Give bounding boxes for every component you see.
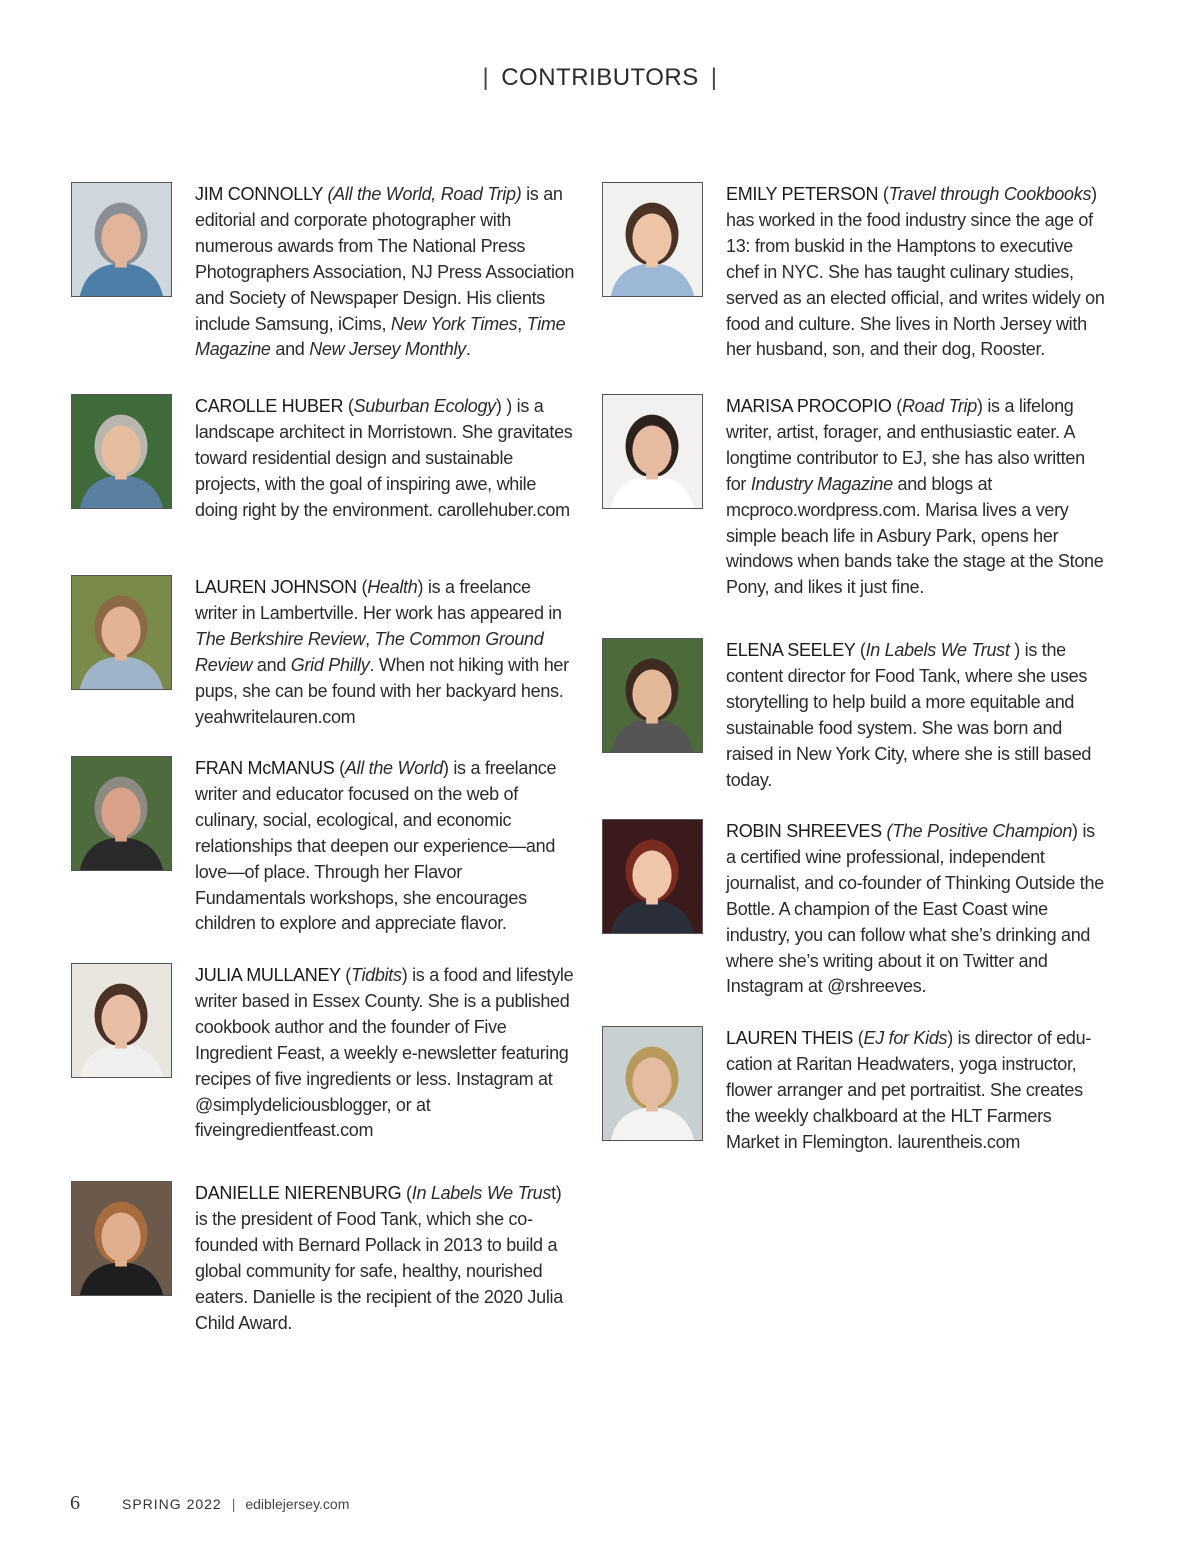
contributor-name: CAROLLE HUBER <box>195 396 344 416</box>
bio-text: and blogs at mcproco.wordpress.com. Marisa lives a very simple beach life in Asbury Park, opens her windows when bands take the stage at the Stone Pony, and likes it just fine. <box>726 473 1104 598</box>
contributor-name: MARISA PROCOPIO <box>726 396 892 416</box>
contributor-name: JULIA MULLANEY <box>195 965 341 985</box>
contributor-photo <box>602 638 703 753</box>
bio-text: is a freelance writer in Lambertville. Her work has appeared in <box>195 577 562 623</box>
publication-title: New Jersey Monthly <box>309 339 466 360</box>
contributor-name: LAUREN JOHNSON <box>195 577 357 597</box>
bio-text: , <box>517 313 527 334</box>
page-number: 6 <box>70 1492 80 1514</box>
contributor-photo <box>602 394 703 509</box>
contributor-photo <box>602 1026 703 1141</box>
publication-title: The Common Ground Review <box>195 628 544 675</box>
contributor-bio: CAROLLE HUBER (Suburban Ecology) ) is a landscape architect in Morristown. She gravitates toward residential design and sustainable projects, with the goal of inspiring awe, while doing right by the environment. carollehuber.com <box>195 396 573 520</box>
contributor-bio: MARISA PROCOPIO (Road Trip) is a lifelong writer, artist, forager, and enthusiastic eater. A longtime contributor to EJ, she has also written for Industry Magazine and blogs at mcproco.wordpress.com. Marisa lives a very simple beach life in Asbury Park, opens her windows when bands take the stage at the Stone Pony, and likes it just fine. <box>726 396 1104 598</box>
page-title: CONTRIBUTORS <box>501 64 699 91</box>
contributor-section: Suburban Ecology <box>353 396 496 416</box>
contributor-name: ROBIN SHREEVES <box>726 821 882 841</box>
contributor-section: All the World <box>344 758 443 778</box>
contributor-section: (All the World, Road Trip) <box>327 184 522 204</box>
contributor-bio: ELENA SEELEY (In Labels We Trust ) is the content director for Food Tank, where she uses storytelling to help build a more equitable and sustainable food system. She was born and raised in New York City, where she is still based today. <box>726 640 1092 790</box>
bio-text: and <box>252 654 291 675</box>
publication-title: Industry Magazine <box>750 473 893 494</box>
footer-separator: | <box>231 1496 236 1512</box>
contributor-photo <box>71 1181 172 1296</box>
contributor-bio: FRAN McMANUS (All the World) is a freelance writer and educator focused on the web of culinary, social, ecological, and economic relationships that deepen our experience—and love—of place. Through her Flavor Fundamentals workshops, she encourages children to explore and appreciate flavor. <box>195 758 557 934</box>
contributor-photo <box>602 819 703 934</box>
bio-text: is a lifelong writer, artist, forager, and enthusiastic eater. A longtime contributor to EJ, she has also written for <box>726 396 1085 494</box>
contributor-name: DANIELLE NIERENBURG <box>195 1183 402 1203</box>
contributor-section: In Labels We Trus <box>411 1183 552 1203</box>
bio-text: has worked in the food industry since the age of 13: from buskid in the Hamptons to executive chef in NYC. She has taught culinary studies, served as an elected official, and writes widely on food and culture. She lives in North Jersey with her husband, son, and their dog, Rooster. <box>726 209 1105 360</box>
publication-title: New York Times <box>390 313 518 334</box>
contributor-section: Health <box>367 577 418 597</box>
contributor-bio: LAUREN JOHNSON (Health) is a freelance writer in Lambertville. Her work has appeared in The Berkshire Review, The Common Ground Review and Grid Philly. When not hiking with her pups, she can be found with her backyard hens. yeahwritelauren.com <box>195 577 569 727</box>
contributor-bio: DANIELLE NIERENBURG (In Labels We Trust) is the president of Food Tank, which she co-founded with Bernard Pollack in 2013 to build a global community for safe, healthy, nourished eaters. Danielle is the recipient of the 2020 Julia Child Award. <box>195 1183 563 1333</box>
publication-title: Time Magazine <box>195 313 566 360</box>
contributor-bio: JULIA MULLANEY (Tidbits) is a food and lifestyle writer based in Essex County. She is a published cookbook author and the founder of Five Ingredient Feast, a weekly e-newsletter featuring recipes of five ingredients or less. Instagram at @simplydeliciousblogger, or at fiveingredientfeast.com <box>195 965 574 1141</box>
page-header <box>0 64 1200 92</box>
contributor-name: JIM CONNOLLY <box>195 184 323 204</box>
contributor-bio: ROBIN SHREEVES (The Positive Champion) is a certified wine professional, independent journalist, and co-founder of Thinking Outside the Bottle. A champion of the East Coast wine industry, you can follow what she’s drinking and where she’s writing about it on Twitter and Instagram at @rshreeves. <box>726 821 1104 997</box>
contributor-section: Road Trip <box>901 396 977 416</box>
bio-text: is the content director for Food Tank, where she uses storytelling to help build a more equitable and sustainable food system. She was born and raised in New York City, where she is still based today. <box>726 640 1092 790</box>
page-footer <box>70 1492 349 1515</box>
contributor-bio: EMILY PETERSON (Travel through Cookbooks) has worked in the food industry since the age of 13: from buskid in the Hamptons to executive chef in NYC. She has taught culinary studies, served as an elected official, and writes widely on food and culture. She lives in North Jersey with her husband, son, and their dog, Rooster. <box>726 184 1105 360</box>
bio-text: , <box>365 628 375 649</box>
issue-season: SPRING 2022 <box>122 1496 222 1512</box>
contributor-section: (The Positive Champion <box>886 821 1073 841</box>
contributor-section: Tidbits <box>350 965 402 985</box>
footer-site: ediblejersey.com <box>245 1496 350 1512</box>
contributor-photo <box>71 575 172 690</box>
bio-text: is the president of Food Tank, which she co-founded with Bernard Pollack in 2013 to build a global community for safe, healthy, nourished eaters. Danielle is the recipient of the 2020 Julia Child Award. <box>195 1208 563 1333</box>
bio-text: is a landscape architect in Morristown. She gravitates toward residential design and sustainable projects, with the goal of inspiring awe, while doing right by the environment. carollehuber.com <box>195 396 573 520</box>
bio-text: . When not hiking with her pups, she can be found with her backyard hens. yeahwritelauren.com <box>195 654 569 727</box>
bio-text: and <box>270 339 310 360</box>
contributor-photo <box>602 182 703 297</box>
bio-text: . <box>465 339 471 360</box>
contributor-name: FRAN McMANUS <box>195 758 335 778</box>
contributor-photo <box>71 182 172 297</box>
bio-text: is a food and lifestyle writer based in Essex County. She is a published cookbook author and the founder of Five Ingredient Feast, a weekly e-newsletter featuring recipes of five ingredients or less. Instagram at @simplydeliciousblogger, or at fiveingredientfeast.com <box>195 965 574 1141</box>
contributor-name: EMILY PETERSON <box>726 184 879 204</box>
bio-text: is an editorial and corporate photographer with numerous awards from The National Press Photographers Association, NJ Press Association and Society of Newspaper Design. His clients include Samsung, iCims, <box>195 184 575 334</box>
contributor-photo <box>71 963 172 1078</box>
contributor-photo <box>71 394 172 509</box>
contributor-name: ELENA SEELEY <box>726 640 856 660</box>
bio-text: is director of edu-cation at Raritan Headwaters, yoga instructor, flower arranger and pet portraitist. She creates the weekly chalkboard at the HLT Farmers Market in Flemington. laurentheis.com <box>726 1028 1092 1152</box>
contributor-name: LAUREN THEIS <box>726 1028 854 1048</box>
contributor-bio <box>195 182 575 363</box>
header-bar-right: | <box>710 64 718 91</box>
contributor-section: EJ for Kids <box>863 1028 948 1048</box>
contributor-section: Travel through Cookbooks <box>888 184 1092 204</box>
contributor-section: In Labels We Trust <box>865 640 1010 660</box>
contributor-photo <box>71 756 172 871</box>
publication-title: The Berkshire Review <box>195 628 366 649</box>
contributor-bio: LAUREN THEIS (EJ for Kids) is director of edu-cation at Raritan Headwaters, yoga instructor, flower arranger and pet portraitist. She creates the weekly chalkboard at the HLT Farmers Market in Flemington. laurentheis.com <box>726 1028 1092 1152</box>
publication-title: Grid Philly <box>290 654 370 675</box>
bio-text: is a certified wine professional, independent journalist, and co-founder of Thinking Outside the Bottle. A champion of the East Coast wine industry, you can follow what she’s drinking and where she’s writing about it on Twitter and Instagram at @rshreeves. <box>726 821 1104 997</box>
header-bar-left: | <box>482 64 490 91</box>
bio-text: is a freelance writer and educator focused on the web of culinary, social, ecological, and economic relationships that deepen our experience—and love—of place. Through her Flavor Fundamentals workshops, she encourages children to explore and appreciate flavor. <box>195 758 557 934</box>
